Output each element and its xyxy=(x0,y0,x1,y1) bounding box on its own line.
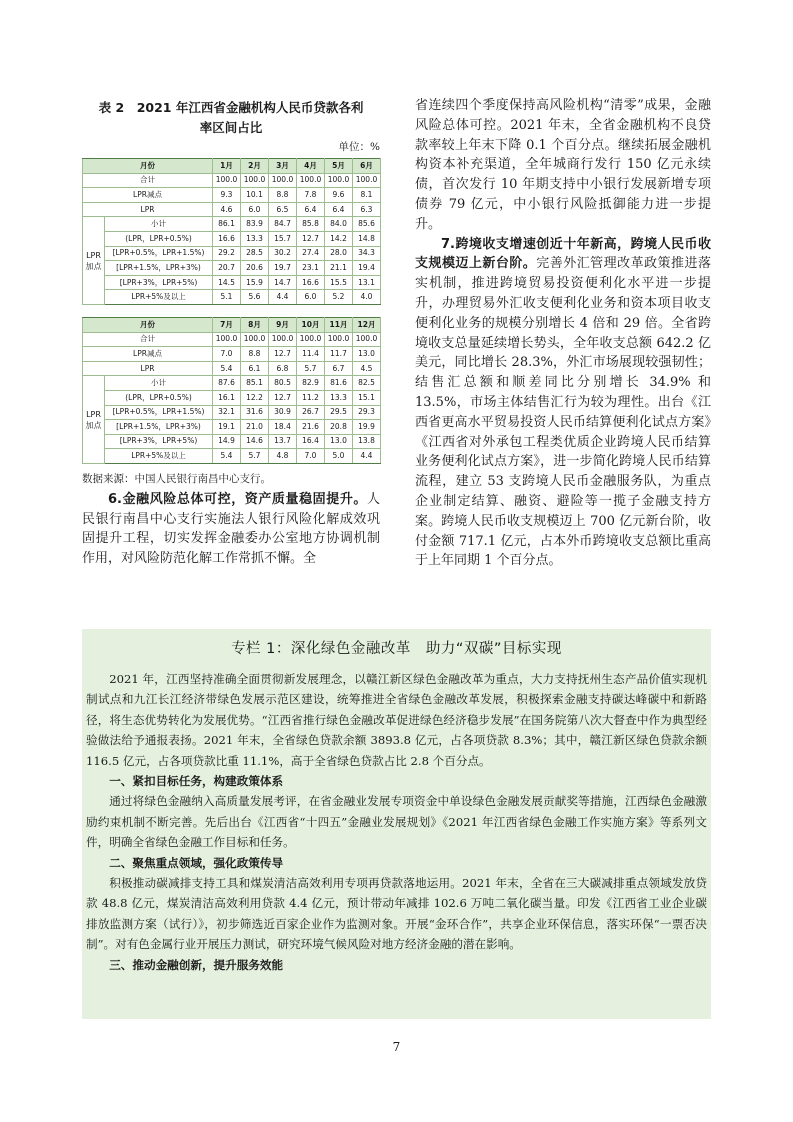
green-finance-column-box xyxy=(82,629,711,1019)
table-cell: 12.7 xyxy=(269,347,297,362)
rate-table-h1 xyxy=(82,158,381,305)
group-label-line2: 加点 xyxy=(85,420,102,430)
table-cell: 5.7 xyxy=(297,361,325,376)
header-month: 5月 xyxy=(325,159,353,174)
row-label: LPR+5%及以上 xyxy=(105,290,213,305)
table-cell: 14.8 xyxy=(353,231,381,246)
table-cell: 5.4 xyxy=(213,449,241,464)
row-label: (LPR，LPR+0.5%) xyxy=(105,390,213,405)
table-cell: 6.3 xyxy=(353,202,381,217)
table-cell: 13.0 xyxy=(353,347,381,362)
table-cell: 16.1 xyxy=(213,390,241,405)
table-cell: 6.0 xyxy=(241,202,269,217)
group-label-line1: LPR xyxy=(86,250,101,260)
right-para1: 省连续四个季度保持高风险机构“清零”成果，金融风险总体可控。2021 年末，全省金融机构不良贷款率较上年末下降 0.1 个百分点。继续拓展金融机构资本补充渠道，全年城商行发行 150 亿元永续债，首次发行 10 年期支持中小银行发展新增专项债券 79 亿元，中小银行风险抵御能力进一步提升。 xyxy=(415,98,711,232)
table-cell: 16.6 xyxy=(213,231,241,246)
table-row xyxy=(83,376,381,391)
table-cell: 100.0 xyxy=(241,173,269,188)
table-cell: 84.0 xyxy=(325,217,353,232)
table-cell: 81.6 xyxy=(325,376,353,391)
table-row xyxy=(83,434,381,449)
table-row xyxy=(83,173,381,188)
table-cell: 29.5 xyxy=(325,405,353,420)
table-cell: 80.5 xyxy=(269,376,297,391)
row-label: 小计 xyxy=(105,376,213,391)
left-column xyxy=(82,98,380,569)
box-para-2: 积极推动碳减排支持工具和煤炭清洁高效利用专项再贷款落地运用。2021 年末，全省在三大碳减排重点领域发放贷款 48.8 亿元，煤炭清洁高效利用贷款 4.4 亿元，预计带动年减排 102.6 万吨二氧化碳当量。印发《江西省工业企业碳排放监测方案（试行）》，初步筛选近百家企业作为监测对象。开展“金环合作”，共享企业环保信息，落实环保“一票否决制”。对有色金属行业开展压力测试，研究环境气候风险对地方经济金融的潜在影响。 xyxy=(86,876,707,952)
table-unit: 单位：% xyxy=(338,141,380,153)
table-cell: 4.0 xyxy=(353,290,381,305)
table-cell: 21.6 xyxy=(297,420,325,435)
table-cell: 100.0 xyxy=(353,332,381,347)
row-label: (LPR，LPR+0.5%) xyxy=(105,231,213,246)
table-cell: 14.6 xyxy=(241,434,269,449)
table-cell: 100.0 xyxy=(297,332,325,347)
table-cell: 100.0 xyxy=(269,173,297,188)
table-row xyxy=(83,405,381,420)
box-para-1: 通过将绿色金融纳入高质量发展考评，在省金融业发展专项资金中单设绿色金融发展贡献奖等措施，江西绿色金融激励约束机制不断完善。先后出台《江西省“十四五”金融业发展规划》《2021 年江西省绿色金融工作实施方案》等系列文件，明确全省绿色金融工作目标和任务。 xyxy=(86,794,707,850)
header-month: 7月 xyxy=(213,317,241,332)
table-cell: 28.0 xyxy=(325,246,353,261)
table-row xyxy=(83,217,381,232)
table-cell: 32.1 xyxy=(213,405,241,420)
table-row xyxy=(83,290,381,305)
table-cell: 11.4 xyxy=(297,347,325,362)
box-title: 专栏 1：深化绿色金融改革 助力“双碳”目标实现 xyxy=(231,641,562,657)
table-source: 数据来源：中国人民银行南昌中心支行。 xyxy=(82,472,271,485)
row-label: [LPR+1.5%，LPR+3%) xyxy=(105,420,213,435)
table-cell: 10.1 xyxy=(241,188,269,203)
table-cell: 12.7 xyxy=(269,390,297,405)
table-cell: 13.8 xyxy=(353,434,381,449)
box-heading-1: 一、紧扣目标任务，构建政策体系 xyxy=(109,774,284,789)
table-cell: 5.2 xyxy=(325,290,353,305)
table-cell: 100.0 xyxy=(241,332,269,347)
group-label-line1: LPR xyxy=(86,409,101,419)
header-month: 10月 xyxy=(297,317,325,332)
table-cell: 82.9 xyxy=(297,376,325,391)
table-row xyxy=(83,275,381,290)
header-month: 3月 xyxy=(269,159,297,174)
table-cell: 14.9 xyxy=(213,434,241,449)
rate-table-h2 xyxy=(82,317,381,464)
section6-heading: 6.金融风险总体可控，资产质量稳固提升。 xyxy=(108,491,367,507)
table-cell: 7.0 xyxy=(213,347,241,362)
table-cell: 30.2 xyxy=(269,246,297,261)
table-cell: 4.4 xyxy=(353,449,381,464)
row-label: LPR+5%及以上 xyxy=(105,449,213,464)
row-label: LPR减点 xyxy=(83,347,213,362)
table-cell: 5.6 xyxy=(241,290,269,305)
table-row xyxy=(83,361,381,376)
header-month-label: 月份 xyxy=(83,159,213,174)
table-cell: 12.2 xyxy=(241,390,269,405)
table-cell: 11.7 xyxy=(325,347,353,362)
header-month: 2月 xyxy=(241,159,269,174)
right-column xyxy=(415,96,711,571)
table-cell: 4.8 xyxy=(269,449,297,464)
section7-text: 完善外汇管理改革政策推进落实机制，推进跨境贸易投资便利化水平进一步提升，办理贸易外汇收支便利化业务和资本项目收支便利化业务的规模分别增长 4 倍和 29 倍。全省跨境收支总量延续增长势头，全年收支总额 642.2 亿美元，同比增长 28.3%，外汇市场展现较强韧性；结售汇总额和顺差同比分别增长 34.9% 和 13.5%，市场主体结售汇行为较为理性。出台《江西省更高水平贸易投资人民币结算便利化试点方案》《江西省对外承包工程类优质企业跨境人民币结算业务便利化试点方案》，进一步简化跨境人民币结算流程，建立 53 支跨境人民币金融服务队，为重点企业制定结算、融资、避险等一揽子金融支持方案。跨境人民币收支规模迈上 700 亿元新台阶，收付金额 717.1 亿元，占本外币跨境收支总额比重高于上年同期 1 个百分点。 xyxy=(415,256,711,569)
table-cell: 86.1 xyxy=(213,217,241,232)
table-row xyxy=(83,246,381,261)
table-cell: 6.0 xyxy=(297,290,325,305)
table-cell: 6.4 xyxy=(325,202,353,217)
table-cell: 6.7 xyxy=(325,361,353,376)
table-cell: 13.3 xyxy=(241,231,269,246)
right-para2 xyxy=(415,235,711,572)
table-cell: 12.7 xyxy=(297,231,325,246)
table-cell: 20.7 xyxy=(213,261,241,276)
table-cell: 30.9 xyxy=(269,405,297,420)
header-month: 8月 xyxy=(241,317,269,332)
group-label-line2: 加点 xyxy=(85,261,102,271)
table-cell: 5.0 xyxy=(325,449,353,464)
header-month: 4月 xyxy=(297,159,325,174)
table-cell: 84.7 xyxy=(269,217,297,232)
group-label xyxy=(83,217,105,305)
table-cell: 4.5 xyxy=(353,361,381,376)
row-label: [LPR+1.5%，LPR+3%) xyxy=(105,261,213,276)
table-cell: 31.6 xyxy=(241,405,269,420)
table-cell: 4.6 xyxy=(213,202,241,217)
table-row xyxy=(83,261,381,276)
table-cell: 8.8 xyxy=(241,347,269,362)
table-cell: 23.1 xyxy=(297,261,325,276)
row-label: [LPR+0.5%，LPR+1.5%) xyxy=(105,246,213,261)
table-title-line1: 表 2 2021 年江西省金融机构人民币贷款各利 xyxy=(98,100,364,115)
table-cell: 6.8 xyxy=(269,361,297,376)
table-row xyxy=(83,420,381,435)
header-month: 9月 xyxy=(269,317,297,332)
table-row xyxy=(83,202,381,217)
rate-tables xyxy=(82,158,380,464)
table-cell: 13.0 xyxy=(325,434,353,449)
row-label: LPR xyxy=(83,202,213,217)
table-cell: 5.1 xyxy=(213,290,241,305)
row-label: LPR xyxy=(83,361,213,376)
table-cell: 27.4 xyxy=(297,246,325,261)
table-cell: 34.3 xyxy=(353,246,381,261)
header-month: 1月 xyxy=(213,159,241,174)
row-label: LPR减点 xyxy=(83,188,213,203)
row-label: 合计 xyxy=(83,173,213,188)
table-cell: 9.6 xyxy=(325,188,353,203)
table-cell: 16.4 xyxy=(297,434,325,449)
table-cell: 19.4 xyxy=(353,261,381,276)
table-cell: 100.0 xyxy=(297,173,325,188)
table-cell: 13.3 xyxy=(325,390,353,405)
table-cell: 5.7 xyxy=(241,449,269,464)
table-cell: 20.6 xyxy=(241,261,269,276)
table-cell: 19.9 xyxy=(353,420,381,435)
table-cell: 85.8 xyxy=(297,217,325,232)
table-cell: 15.9 xyxy=(241,275,269,290)
table-row xyxy=(83,390,381,405)
table-cell: 85.1 xyxy=(241,376,269,391)
table-header-row xyxy=(83,159,381,174)
table-cell: 15.1 xyxy=(353,390,381,405)
table-cell: 29.2 xyxy=(213,246,241,261)
table-cell: 19.1 xyxy=(213,420,241,435)
table-cell: 14.7 xyxy=(269,275,297,290)
table-cell: 9.3 xyxy=(213,188,241,203)
box-heading-3: 三、推动金融创新，提升服务效能 xyxy=(109,957,284,972)
table-cell: 100.0 xyxy=(325,173,353,188)
table-cell: 16.6 xyxy=(297,275,325,290)
header-month-label: 月份 xyxy=(83,317,213,332)
table-cell: 5.4 xyxy=(213,361,241,376)
left-body-paragraph xyxy=(82,490,380,569)
section6-text: 人民银行南昌中心支行实施法人银行风险化解成效巩固提升工程，切实发挥金融委办公室地方协调机制作用，对风险防范化解工作常抓不懈。全 xyxy=(82,491,380,567)
table-cell: 6.1 xyxy=(241,361,269,376)
table-cell: 85.6 xyxy=(353,217,381,232)
table-header-row xyxy=(83,317,381,332)
table-cell: 4.4 xyxy=(269,290,297,305)
table-cell: 6.4 xyxy=(297,202,325,217)
row-label: [LPR+0.5%，LPR+1.5%) xyxy=(105,405,213,420)
section7-heading: 7.跨境收支增速创近十年新高，跨境人民币收支规模迈上新台阶。 xyxy=(415,236,711,272)
table-cell: 100.0 xyxy=(353,173,381,188)
header-month: 11月 xyxy=(325,317,353,332)
page-number: 7 xyxy=(392,1040,401,1054)
table-cell: 8.1 xyxy=(353,188,381,203)
table-cell: 11.2 xyxy=(297,390,325,405)
table-cell: 14.5 xyxy=(213,275,241,290)
table-cell: 21.1 xyxy=(325,261,353,276)
table-cell: 19.7 xyxy=(269,261,297,276)
table-row xyxy=(83,188,381,203)
header-month: 12月 xyxy=(353,317,381,332)
group-label xyxy=(83,376,105,464)
table-row xyxy=(83,449,381,464)
table-cell: 21.0 xyxy=(241,420,269,435)
table-cell: 7.0 xyxy=(297,449,325,464)
row-label: [LPR+3%，LPR+5%) xyxy=(105,434,213,449)
table-cell: 83.9 xyxy=(241,217,269,232)
table-cell: 26.7 xyxy=(297,405,325,420)
table-cell: 6.5 xyxy=(269,202,297,217)
table-cell: 8.8 xyxy=(269,188,297,203)
table-cell: 15.7 xyxy=(269,231,297,246)
table-cell: 100.0 xyxy=(325,332,353,347)
table-row xyxy=(83,231,381,246)
row-label: [LPR+3%，LPR+5%) xyxy=(105,275,213,290)
table-cell: 82.5 xyxy=(353,376,381,391)
table-row xyxy=(83,332,381,347)
row-label: 合计 xyxy=(83,332,213,347)
header-month: 6月 xyxy=(353,159,381,174)
table-cell: 20.8 xyxy=(325,420,353,435)
row-label: 小计 xyxy=(105,217,213,232)
table-cell: 18.4 xyxy=(269,420,297,435)
table-cell: 29.3 xyxy=(353,405,381,420)
table-cell: 100.0 xyxy=(213,332,241,347)
table-cell: 13.7 xyxy=(269,434,297,449)
table-cell: 100.0 xyxy=(213,173,241,188)
table-cell: 100.0 xyxy=(269,332,297,347)
table-cell: 15.5 xyxy=(325,275,353,290)
table-cell: 7.8 xyxy=(297,188,325,203)
table-cell: 87.6 xyxy=(213,376,241,391)
box-heading-2: 二、聚焦重点领域，强化政策传导 xyxy=(109,855,284,870)
table-cell: 14.2 xyxy=(325,231,353,246)
table-cell: 13.1 xyxy=(353,275,381,290)
box-intro: 2021 年，江西坚持准确全面贯彻新发展理念，以赣江新区绿色金融改革为重点，大力支持抚州生态产品价值实现机制试点和九江长江经济带绿色发展示范区建设，统筹推进全省绿色金融改革发展，积极探索金融支持碳达峰碳中和新路径，将生态优势转化为发展优势。“江西省推行绿色金融改革促进绿色经济稳步发展”在国务院第八次大督查中作为典型经验做法给予通报表扬。2021 年末，全省绿色贷款余额 3893.8 亿元，占各项贷款 8.3%；其中，赣江新区绿色贷款余额 116.5 亿元，占各项贷款比重 11.1%，高于全省绿色贷款占比 2.8 个百分点。 xyxy=(86,672,707,768)
table-row xyxy=(83,347,381,362)
table-cell: 28.5 xyxy=(241,246,269,261)
table-title-line2: 率区间占比 xyxy=(199,120,263,135)
